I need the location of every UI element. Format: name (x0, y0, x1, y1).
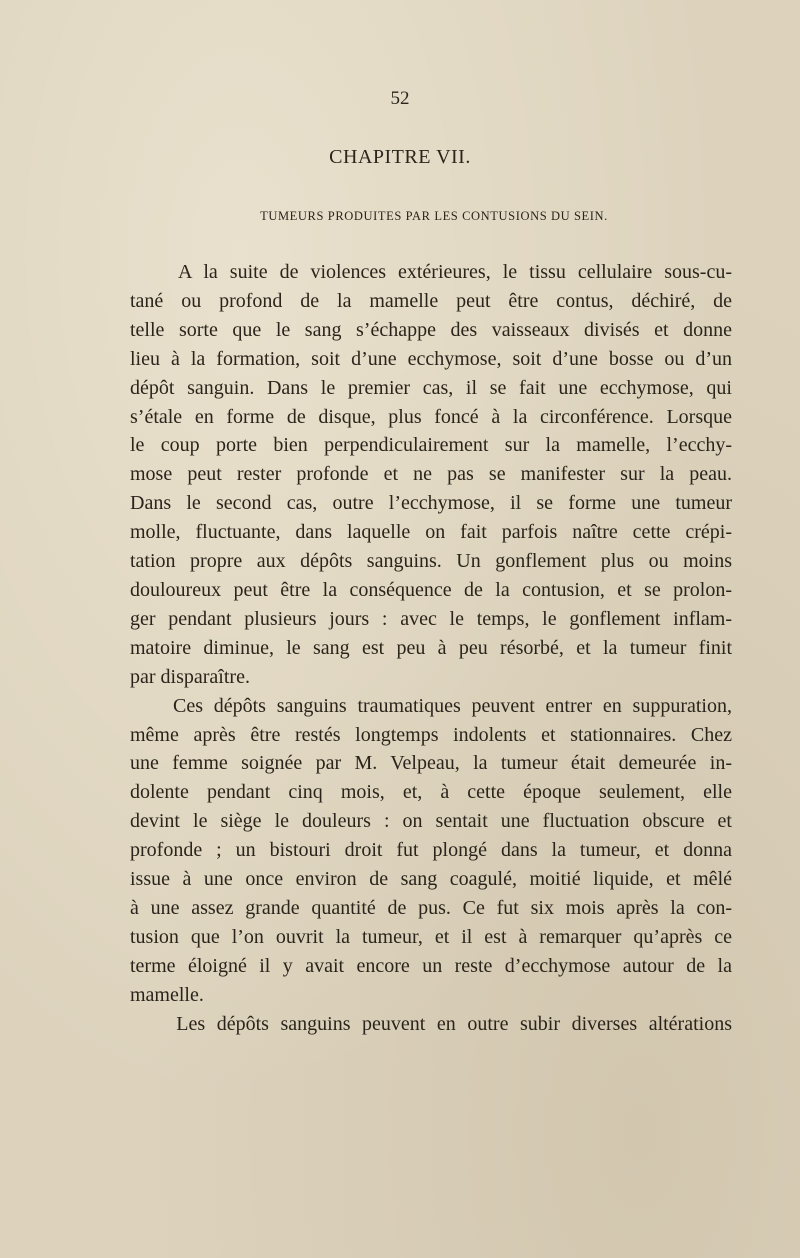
text-line: s’étale en forme de disque, plus foncé à la circonférence. Lorsque (130, 405, 732, 428)
paragraph (130, 692, 732, 1010)
text-line: par disparaître. (130, 665, 250, 688)
text-line: tation propre aux dépôts sanguins. Un gonflement plus ou moins (130, 550, 732, 573)
text-line: mose peut rester profonde et ne pas se manifester sur la peau. (130, 463, 732, 486)
text-line: Les dépôts sanguins peuvent en outre subir diverses altérations (130, 1012, 732, 1035)
text-line: terme éloigné il y avait encore un reste d’ecchymose autour de la (130, 954, 732, 977)
text-line: telle sorte que le sang s’échappe des vaisseaux divisés et donne (130, 318, 732, 341)
paragraph (130, 258, 732, 692)
text-line: douloureux peut être la conséquence de la contusion, et se prolon- (130, 578, 732, 601)
body-text (130, 258, 732, 1038)
text-line: tusion que l’on ouvrit la tumeur, et il est à remarquer qu’après ce (130, 925, 732, 948)
text-line: tané ou profond de la mamelle peut être contus, déchiré, de (130, 289, 732, 312)
text-line: A la suite de violences extérieures, le tissu cellulaire sous-cu- (130, 261, 732, 283)
text-line: devint le siège le douleurs : on sentait une fluctuation obscure et (130, 810, 732, 833)
text-line: une femme soignée par M. Velpeau, la tumeur était demeurée in- (130, 752, 732, 775)
text-line: mamelle. (130, 983, 204, 1006)
text-line: dépôt sanguin. Dans le premier cas, il se fait une ecchymose, qui (130, 376, 732, 399)
text-line: Ces dépôts sanguins traumatiques peuvent entrer en suppuration, (130, 694, 732, 717)
text-line: ger pendant plusieurs jours : avec le temps, le gonflement inflam- (130, 607, 732, 630)
text-line: issue à une once environ de sang coagulé, moitié liquide, et mêlé (130, 868, 732, 891)
text-line: molle, fluctuante, dans laquelle on fait parfois naître cette crépi- (130, 521, 732, 544)
page-number: 52 (390, 88, 410, 109)
text-line: lieu à la formation, soit d’une ecchymose, soit d’une bosse ou d’un (130, 347, 732, 370)
text-line: dolente pendant cinq mois, et, à cette époque seulement, elle (130, 781, 732, 804)
chapter-title: CHAPITRE VII. (329, 146, 471, 168)
text-line: le coup porte bien perpendiculairement sur la mamelle, l’ecchy- (130, 434, 732, 457)
text-line: même après être restés longtemps indolents et stationnaires. Chez (130, 723, 732, 746)
text-line: Dans le second cas, outre l’ecchymose, il se forme une tumeur (130, 492, 732, 515)
text-line: à une assez grande quantité de pus. Ce fut six mois après la con- (130, 896, 732, 919)
text-line: profonde ; un bistouri droit fut plongé dans la tumeur, et donna (130, 839, 732, 862)
text-line: matoire diminue, le sang est peu à peu résorbé, et la tumeur finit (130, 636, 732, 659)
section-title: TUMEURS PRODUITES PAR LES CONTUSIONS DU SEIN. (260, 209, 608, 223)
paragraph (130, 1010, 732, 1039)
